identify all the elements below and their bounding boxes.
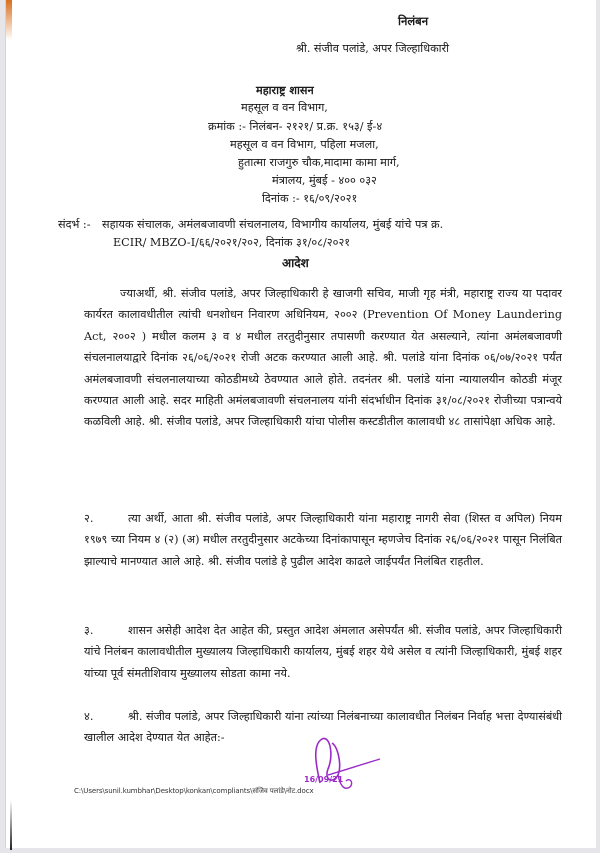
letter-date: दिनांक :- १६/०९/२०२१ [262, 192, 358, 205]
order-number: क्रमांक :- निलंबन- २१२१/ प्र.क्र. १५३/ ई-४ [208, 120, 383, 133]
paragraph-4-text: श्री. संजीव पलांडे, अपर जिल्हाधिकारी यांना त्यांच्या निलंबनाच्या कालावधीत निलंबन निर्वाह भत्ता देण्यासंबंधी खालील आदेश देण्यात येत आहेत:- [84, 710, 562, 745]
document-tag: निलंबन [398, 14, 429, 28]
paragraph-2 [84, 508, 562, 572]
handwritten-signature [298, 735, 388, 795]
signature-date: 16/09/21 [304, 775, 344, 784]
subject-name: श्री. संजीव पलांडे, अपर जिल्हाधिकारी [296, 42, 450, 55]
paragraph-1-text: ज्याअर्थी, श्री. संजीव पलांडे, अपर जिल्हाधिकारी हे खाजगी सचिव, माजी गृह मंत्री, महाराष्ट्र राज्य या पदावर कार्यरत कालावधीतील त्यांची धनशोधन निवारण अधिनियम, २००२ (Prevention Of Money Laundering Act, २००२ ) मधील कलम ३ व ४ मधील तरतुदीनुसार तपासणी करण्यात येत असल्याने, त्यांना अमंलबजावणी संचलनालयाद्वारे दिनांक २६/०६/२०२१ रोजी अटक करण्यात आली आहे. श्री. पलांडे यांना दिनांक ०६/०७/२०२१ पर्यंत अमंलबजावणी संचलनालयाच्या कोठडीमध्ये ठेवण्यात आले होते. तदनंतर श्री. पलांडे यांना न्यायालयीन कोठडी मंजूर करण्यात आली आहे. सदर माहिती अमंलबजावणी संचलनालय यांनी संदर्भाधीन दिनांक ३१/०८/२०२१ रोजीच्या पत्रान्वये कळविली आहे. श्री. संजीव पलांडे, अपर जिल्हाधिकारी यांचा पोलीस कस्टडीतील कालावधी ४८ तासांपेक्षा अधिक आहे. [84, 287, 562, 429]
paragraph-4-number: ४. [84, 710, 94, 723]
paragraph-3 [84, 620, 562, 684]
reference-label: संदर्भ :- [58, 218, 91, 231]
department-name: महसूल व वन विभाग, [241, 101, 328, 114]
paragraph-2-text: त्या अर्थी, आता श्री. संजीव पलांडे, अपर जिल्हाधिकारी यांना महाराष्ट्र नागरी सेवा (शिस्त व अपिल) नियम १९७९ च्या नियम ४ (२) (अ) मधील तरतुदीनुसार अटकेच्या दिनांकापासून म्हणजेच दिनांक २६/०६/२०२१ पासून निलंबित झाल्याचे मानण्यात आले आहे. श्री. संजीव पलांडे हे पुढील आदेश काढले जाईपर्यंत निलंबित राहतील. [84, 512, 562, 568]
order-heading: आदेश [282, 256, 309, 270]
address-line-1: महसूल व वन विभाग, पहिला मजला, [230, 138, 379, 151]
paragraph-2-number: २. [84, 512, 94, 525]
reference-line-2: ECIR/ MBZO-I/६६/२०२१/२०२, दिनांक ३१/०८/२०२१ [113, 236, 351, 249]
government-name: महाराष्ट्र शासन [256, 83, 314, 97]
footer-file-path: C:\Users\sunil.kumbhar\Desktop\konkan\compliants\संजिव पलांडे\नोट.docx [74, 787, 314, 795]
paragraph-1 [84, 283, 562, 433]
document-page [5, 0, 596, 848]
paragraph-3-number: ३. [84, 624, 94, 637]
address-line-2: हुतात्मा राजगुरु चौक,मादामा कामा मार्ग, [238, 156, 400, 169]
paragraph-3-text: शासन असेही आदेश देत आहेत की, प्रस्तुत आदेश अंमलात असेपर्यंत श्री. संजीव पलांडे, अपर जिल्हाधिकारी यांचे निलंबन कालावधीतील मुख्यालय जिल्हाधिकारी कार्यालय, मुंबई शहर येथे असेल व त्यांनी जिल्हाधिकारी, मुंबई शहर यांच्या पूर्व संमतीशिवाय मुख्यालय सोडता कामा नये. [84, 624, 562, 680]
address-line-3: मंत्रालय, मुंबई - ४०० ०३२ [272, 174, 377, 187]
page-edge-fold [10, 800, 12, 850]
reference-line-1: सहायक संचालक, अमंलबजावणी संचलनालय, विभागीय कार्यालय, मुंबई यांचे पत्र क्र. [102, 218, 444, 231]
page-edge-shadow [6, 0, 12, 40]
